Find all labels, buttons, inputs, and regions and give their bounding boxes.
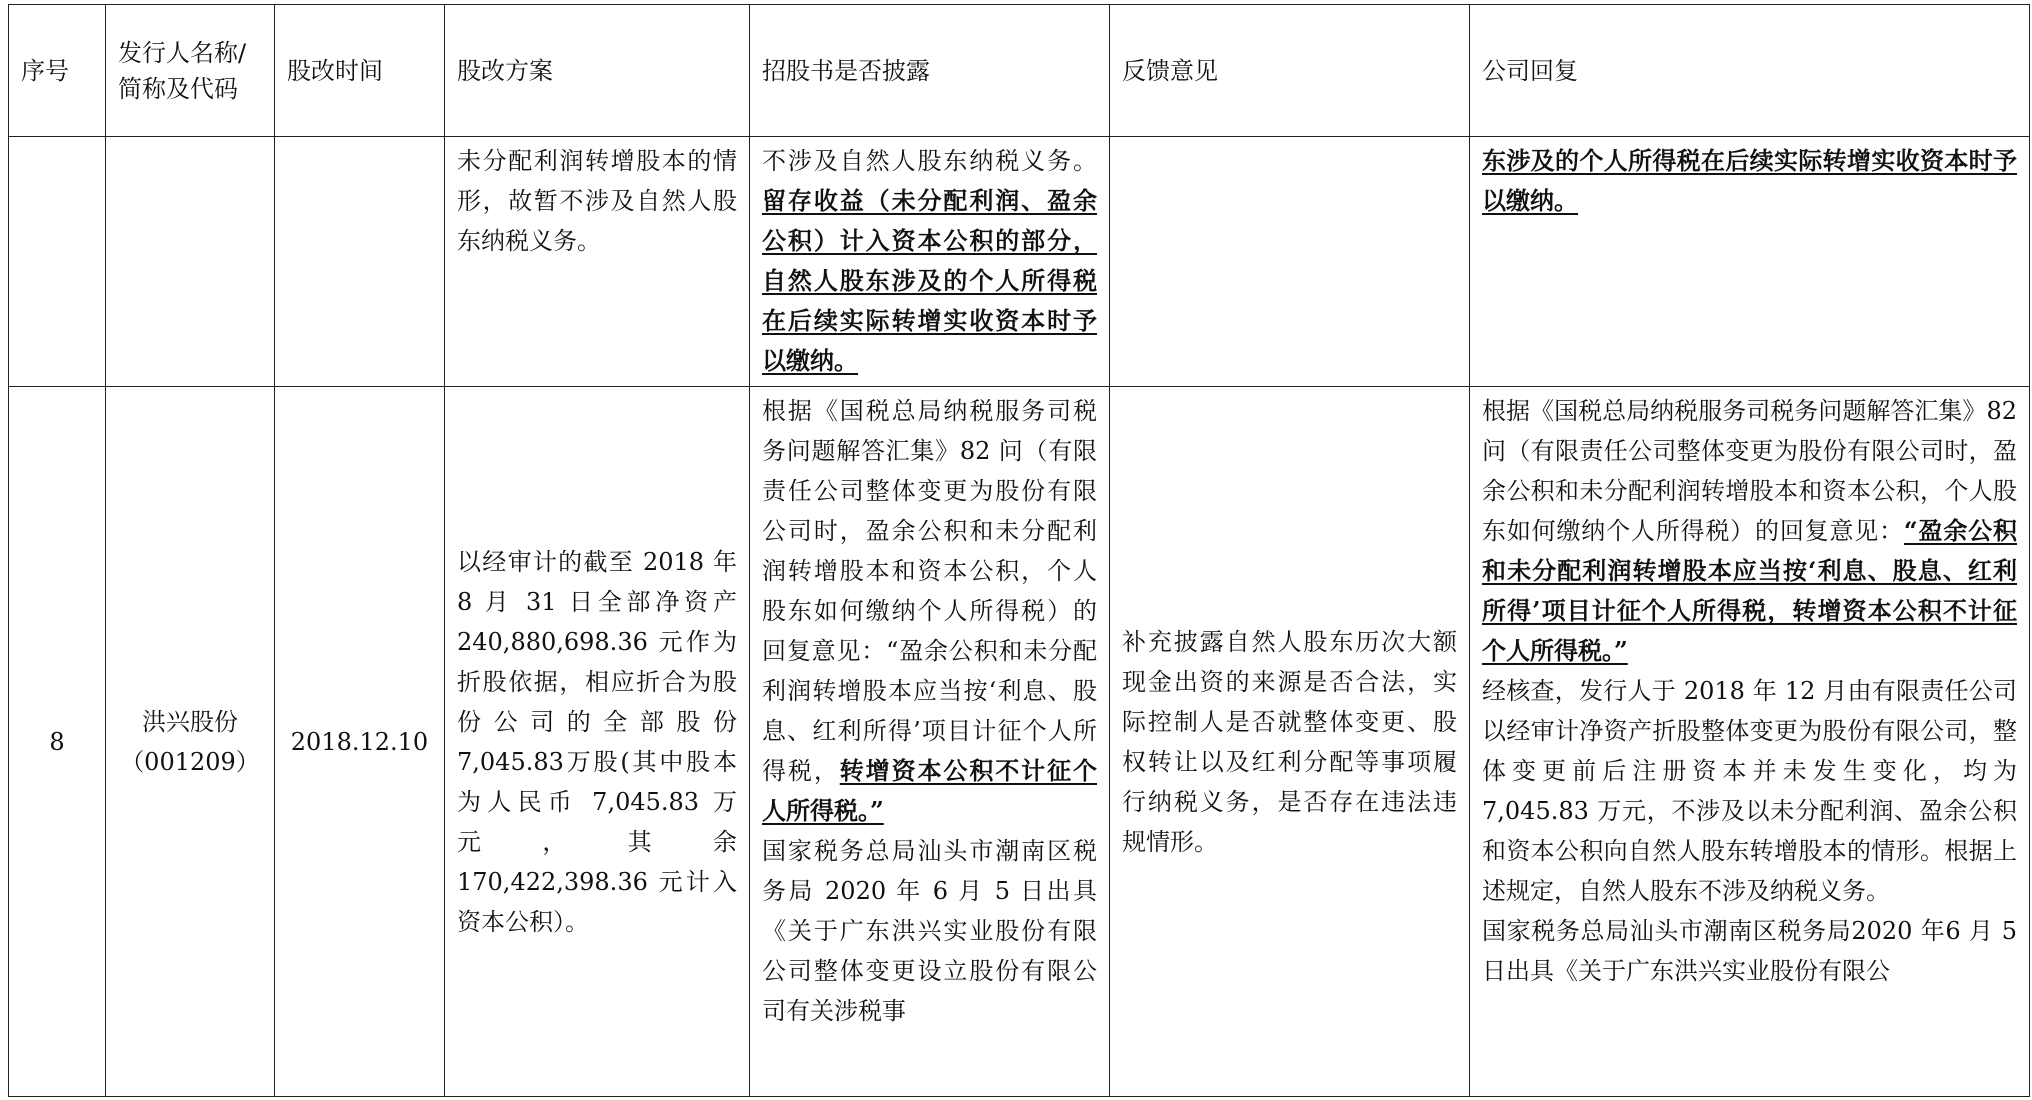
table-row-8 [9,387,2030,1097]
cell-reply-8 [1470,387,2030,1097]
cell-disclosed-cont [750,137,1110,387]
header-feedback: 反馈意见 [1110,5,1470,137]
disclosed-8-text [762,391,1097,831]
cell-plan-cont: 未分配利润转增股本的情形，故暂不涉及自然人股东纳税义务。 [445,137,750,387]
disclosed-cont-plain: 不涉及自然人股东纳税义务。 [762,147,1097,175]
header-seq: 序号 [9,5,106,137]
cell-time-8: 2018.12.10 [275,387,445,1097]
cell-plan-8: 以经审计的截至 2018 年 8 月 31 日全部净资产 240,880,698.36 元作为折股依据，相应折合为股份公司的全部股份7,045.83万股(其中股本为人民币 7,045.83 万元，其余 170,422,398.36 元计入资本公积）。 [445,387,750,1097]
cell-seq-8: 8 [9,387,106,1097]
disclosed-8-p2: 国家税务总局汕头市潮南区税务局 2020 年 6 月 5 日出具《关于广东洪兴实业股份有限公司整体变更设立股份有限公司有关涉税事 [762,837,1097,1025]
cell-reply-cont [1470,137,2030,387]
reply-8-p3: 国家税务总局汕头市潮南区税务局2020 年6 月 5 日出具《关于广东洪兴实业股份有限公 [1482,917,2017,985]
tax-disclosure-table [8,4,2030,1097]
reply-8-p1: 根据《国税总局纳税服务司税务问题解答汇集》82 问（有限责任公司整体变更为股份有限公司时，盈余公积和未分配利润转增股本和资本公积，个人股东如何缴纳个人所得税）的回复意见： [1482,397,2017,545]
header-time: 股改时间 [275,5,445,137]
header-plan: 股改方案 [445,5,750,137]
cell-feedback-8: 补充披露自然人股东历次大额现金出资的来源是否合法，实际控制人是否就整体变更、股权转让以及红利分配等事项履行纳税义务，是否存在违法违规情形。 [1110,387,1470,1097]
issuer-name: 洪兴股份 [142,707,238,736]
disclosed-8-p1: 根据《国税总局纳税服务司税务问题解答汇集》82 问（有限责任公司整体变更为股份有限公司时，盈余公积和未分配利润转增股本和资本公积，个人股东如何缴纳个人所得税）的回复意见：“盈余公积和未分配利润转增股本应当按‘利息、股息、红利所得’项目计征个人所得税， [762,397,1097,785]
cell-feedback-empty [1110,137,1470,387]
reply-cont-emph: 东涉及的个人所得税在后续实际转增实收资本时予以缴纳。 [1482,146,2017,215]
cell-issuer-8 [106,387,275,1097]
cell-issuer-empty [106,137,275,387]
header-disclosed: 招股书是否披露 [750,5,1110,137]
disclosed-cont-emph: 留存收益（未分配利润、盈余公积）计入资本公积的部分，自然人股东涉及的个人所得税在后续实际转增实收资本时予以缴纳。 [762,186,1097,375]
issuer-code: （001209） [120,747,260,776]
cell-disclosed-8 [750,387,1110,1097]
header-row [9,5,2030,137]
reply-8-p2: 经核查，发行人于 2018 年 12 月由有限责任公司以经审计净资产折股整体变更为股份有限公司，整体变更前后注册资本并未发生变化，均为 7,045.83 万元，不涉及以未分配利润、盈余公积和资本公积向自然人股东转增股本的情形。根据上述规定，自然人股东不涉及纳税义务。 [1482,677,2017,905]
reply-8-text [1482,391,2017,671]
disclosed-8-emph: 转增资本公积不计征个人所得税。” [762,756,1097,825]
header-reply: 公司回复 [1470,5,2030,137]
header-issuer: 发行人名称/简称及代码 [106,5,275,137]
reply-8-emph: “盈余公积和未分配利润转增股本应当按‘利息、股息、红利所得’项目计征个人所得税，转增资本公积不计征个人所得税。” [1482,516,2018,665]
cell-seq-empty [9,137,106,387]
cell-time-empty [275,137,445,387]
table-row-continued [9,137,2030,387]
